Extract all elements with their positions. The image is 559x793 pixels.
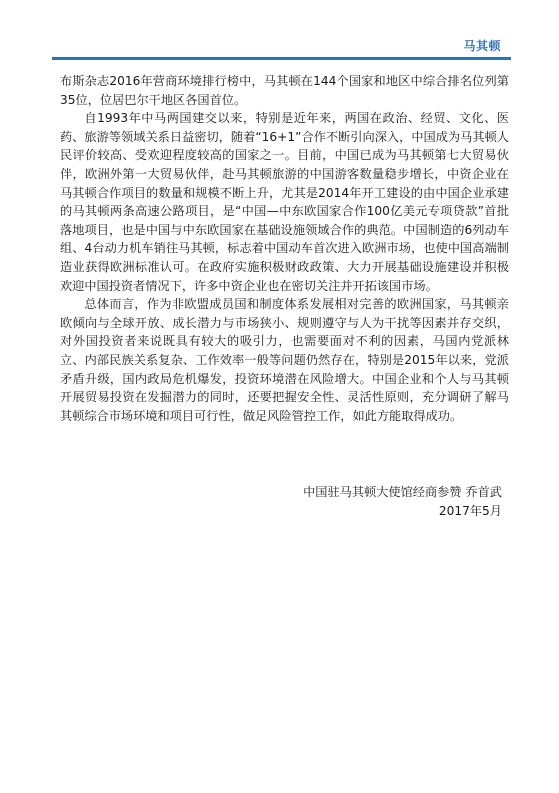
page-header	[0, 0, 559, 64]
running-header-title: 马其顿	[463, 39, 501, 53]
header-rule	[52, 57, 511, 60]
paragraph-continued: 布斯杂志2016年营商环境排行榜中，马其顿在144个国家和地区中综合排名位列第35位，位居巴尔干地区各国首位。	[60, 74, 509, 107]
article-body	[60, 72, 509, 425]
signature-block	[303, 483, 502, 521]
signature-date: 2017年5月	[438, 504, 502, 518]
paragraph-summary: 总体而言，作为非欧盟成员国和制度体系发展相对完善的欧洲国家，马其顿亲欧倾向与全球开放、成长潜力与市场狭小、规则遵守与人为干扰等因素并存交织，对外国投资者来说既具有较大的吸引力，也需要面对不利的因素，马国内党派林立、内部民族关系复杂、工作效率一般等问题仍然存在，特别是2015年以来，党派矛盾升级，国内政局危机爆发，投资环境潜在风险增大。中国企业和个人与马其顿开展贸易投资在发掘潜力的同时，还要把握安全性、灵活性原则，充分调研了解马其顿综合市场环境和项目可行性，做足风险管控工作，如此方能取得成功。	[60, 297, 509, 423]
signature-author: 中国驻马其顿大使馆经商参赞 乔首武	[303, 485, 502, 499]
paragraph-relations: 自1993年中马两国建交以来，特别是近年来，两国在政治、经贸、文化、医药、旅游等领域关系日益密切，随着“16+1”合作不断引向深入，中国成为马其顿人民评价较高、受欢迎程度较高的国家之一。目前，中国已成为马其顿第七大贸易伙伴，欧洲外第一大贸易伙伴，赴马其顿旅游的中国游客数量稳步增长，中资企业在马其顿合作项目的数量和规模不断上升，尤其是2014年开工建设的由中国企业承建的马其顿两条高速公路项目，是“中国—中东欧国家合作100亿美元专项贷款”首批落地项目，也是中国与中东欧国家在基础设施领域合作的典范。中国制造的6列动车组、4台动力机车销往马其顿，标志着中国动车首次进入欧洲市场，也使中国高端制造业获得欧洲标准认可。在政府实施积极财政政策、大力开展基础设施建设并积极欢迎中国投资者情况下，许多中资企业也在密切关注并开拓该国市场。	[60, 111, 509, 293]
